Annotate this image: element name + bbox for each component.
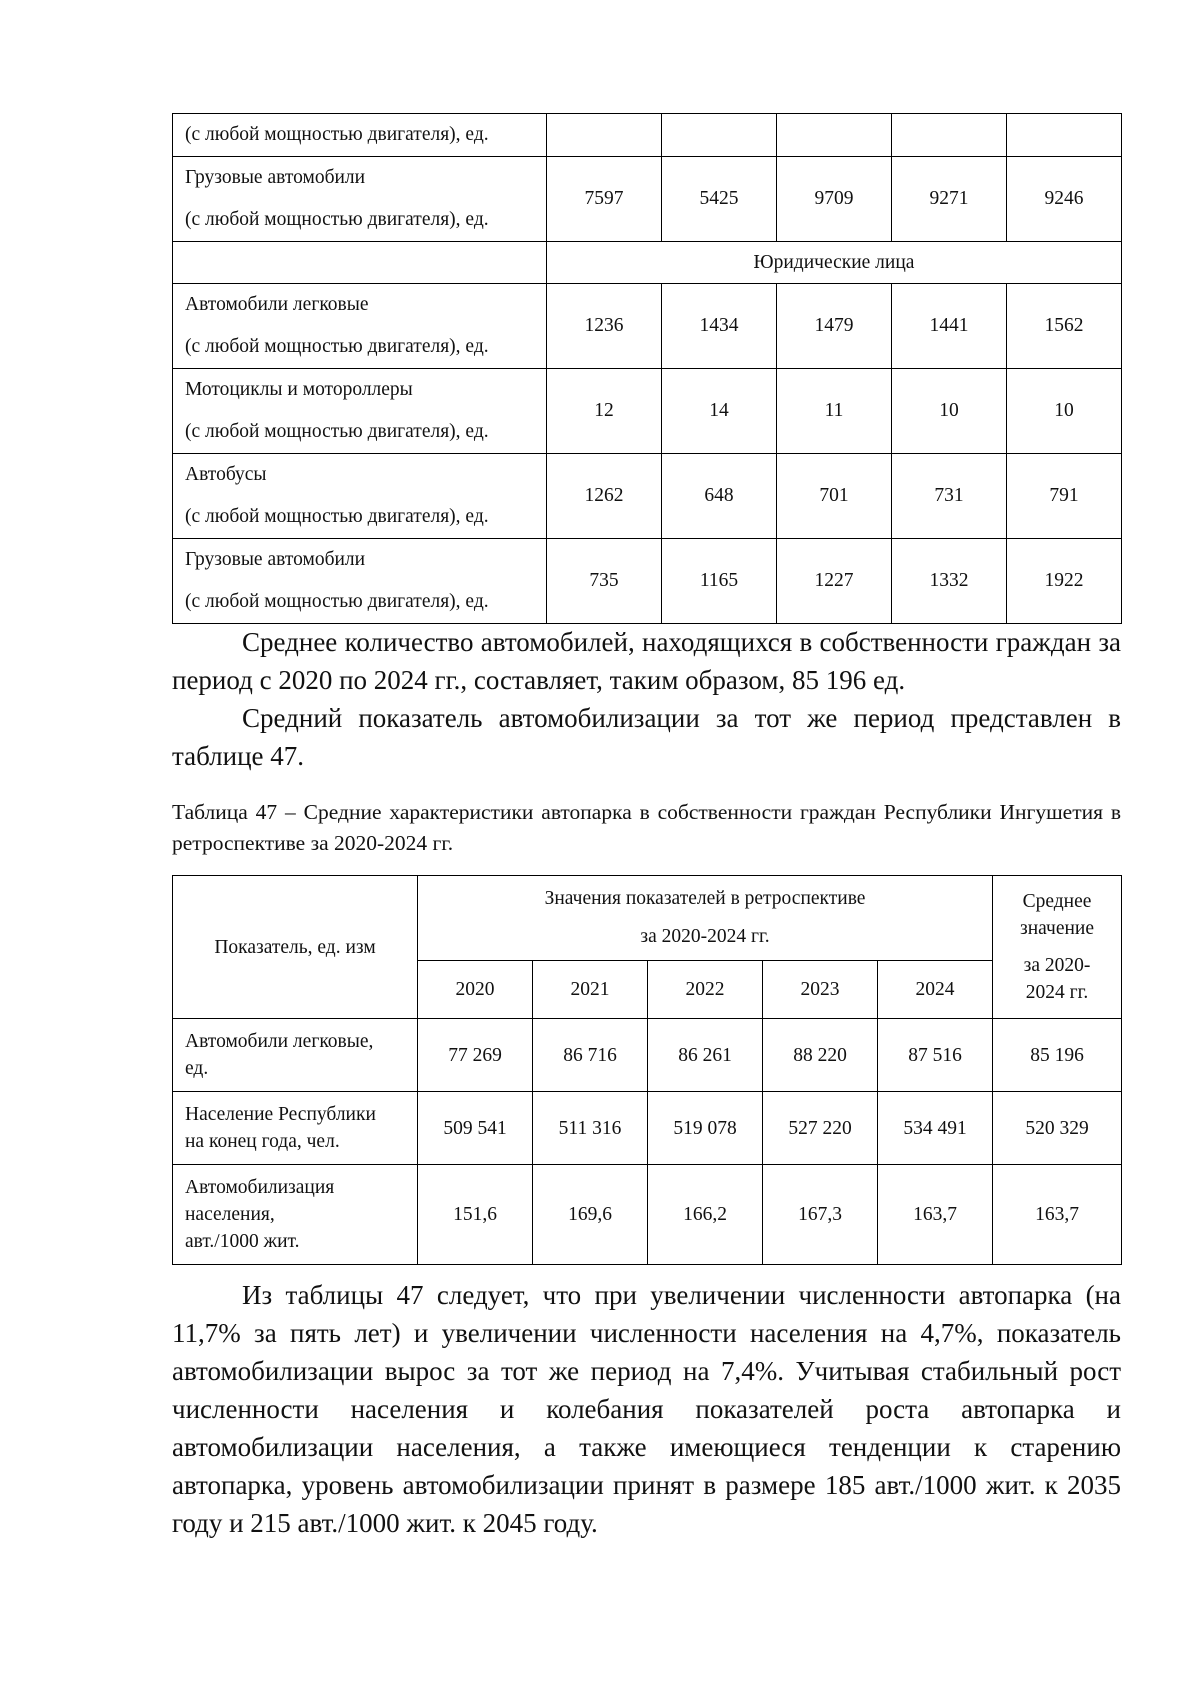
table-cell: 1922 <box>1007 539 1122 624</box>
table-cell: 10 <box>892 369 1007 454</box>
table-cell <box>1007 114 1122 157</box>
table-cell <box>173 242 547 284</box>
table-header-row <box>173 876 1122 961</box>
table-cell: 534 491 <box>878 1092 993 1165</box>
year-header: 2020 <box>418 961 533 1019</box>
table-cell: 11 <box>777 369 892 454</box>
table-row <box>173 1165 1122 1265</box>
table-cell: 735 <box>547 539 662 624</box>
row-label: Грузовые автомобили (с любой мощностью двигателя), ед. <box>173 157 547 242</box>
row-label: Автомобили легковые (с любой мощностью двигателя), ед. <box>173 284 547 369</box>
table-cell <box>662 114 777 157</box>
table-row <box>173 114 1122 157</box>
paragraph-conclusion: Из таблицы 47 следует, что при увеличении численности автопарка (на 11,7% за пять лет) и увеличении численности населения на 4,7%, показатель автомобилизации вырос за тот же период на 7,4%. Учитывая стабильный рост численности населения и колебания показателей роста автопарка и автомобилизации населения, а также имеющиеся тенденции к старению автопарка, уровень автомобилизации принят в размере 185 авт./1000 жит. к 2035 году и 215 авт./1000 жит. к 2045 году. <box>172 1280 1121 1538</box>
table-cell <box>777 114 892 157</box>
table-cell: 511 316 <box>533 1092 648 1165</box>
year-header: 2022 <box>648 961 763 1019</box>
table-row <box>173 1092 1122 1165</box>
vehicle-fleet-table <box>172 113 1122 624</box>
table-section-row <box>173 242 1122 284</box>
table-cell-average: 520 329 <box>993 1092 1122 1165</box>
table-cell <box>547 114 662 157</box>
table-cell: 87 516 <box>878 1019 993 1092</box>
table-cell: 1332 <box>892 539 1007 624</box>
row-label: (с любой мощностью двигателя), ед. <box>173 114 547 157</box>
row-label: Автомобили легковые, ед. <box>173 1019 418 1092</box>
table-cell: 77 269 <box>418 1019 533 1092</box>
table-cell: 12 <box>547 369 662 454</box>
table-cell: 9246 <box>1007 157 1122 242</box>
paragraph-average-cars: Среднее количество автомобилей, находящихся в собственности граждан за период с 2020 по 2024 гг., составляет, таким образом, 85 196 ед. <box>172 627 1121 695</box>
year-header: 2023 <box>763 961 878 1019</box>
year-header: 2024 <box>878 961 993 1019</box>
table-cell: 151,6 <box>418 1165 533 1265</box>
table-cell: 648 <box>662 454 777 539</box>
table-cell-average: 85 196 <box>993 1019 1122 1092</box>
row-label: Автобусы (с любой мощностью двигателя), ед. <box>173 454 547 539</box>
paragraph-motorization-ref: Средний показатель автомобилизации за тот же период представлен в таблице 47. <box>172 703 1121 771</box>
table-caption: Таблица 47 – Средние характеристики автопарка в собственности граждан Республики Ингушетия в ретроспективе за 2020-2024 гг. <box>172 800 1121 855</box>
table-cell: 1262 <box>547 454 662 539</box>
table-cell: 701 <box>777 454 892 539</box>
table-cell: 14 <box>662 369 777 454</box>
table-cell: 509 541 <box>418 1092 533 1165</box>
table-47 <box>172 875 1122 1265</box>
table-cell: 1165 <box>662 539 777 624</box>
table-cell: 7597 <box>547 157 662 242</box>
table-cell: 5425 <box>662 157 777 242</box>
table-cell: 9271 <box>892 157 1007 242</box>
table-cell: 527 220 <box>763 1092 878 1165</box>
row-label: Автомобилизация населения, авт./1000 жит. <box>173 1165 418 1265</box>
table-cell: 9709 <box>777 157 892 242</box>
row-label: Население Республики на конец года, чел. <box>173 1092 418 1165</box>
table-cell: 791 <box>1007 454 1122 539</box>
table-cell: 1434 <box>662 284 777 369</box>
table-cell: 1562 <box>1007 284 1122 369</box>
header-average: Среднее значение за 2020- 2024 гг. <box>993 876 1122 1019</box>
row-label: Грузовые автомобили (с любой мощностью двигателя), ед. <box>173 539 547 624</box>
table-cell: 166,2 <box>648 1165 763 1265</box>
table-row <box>173 454 1122 539</box>
table-cell <box>892 114 1007 157</box>
table-cell: 1227 <box>777 539 892 624</box>
table-cell: 163,7 <box>878 1165 993 1265</box>
table-cell: 1479 <box>777 284 892 369</box>
table-row <box>173 284 1122 369</box>
table-row <box>173 369 1122 454</box>
table-cell: 86 261 <box>648 1019 763 1092</box>
table-row <box>173 539 1122 624</box>
table-cell: 10 <box>1007 369 1122 454</box>
table-cell: 1441 <box>892 284 1007 369</box>
header-group: Значения показателей в ретроспективе за 2020-2024 гг. <box>418 876 993 961</box>
row-label: Мотоциклы и мотороллеры (с любой мощностью двигателя), ед. <box>173 369 547 454</box>
year-header: 2021 <box>533 961 648 1019</box>
table-cell-average: 163,7 <box>993 1165 1122 1265</box>
table-row <box>173 1019 1122 1092</box>
table-cell: 519 078 <box>648 1092 763 1165</box>
table-cell: 86 716 <box>533 1019 648 1092</box>
table-row <box>173 157 1122 242</box>
table-cell: 169,6 <box>533 1165 648 1265</box>
table-cell: 1236 <box>547 284 662 369</box>
header-indicator: Показатель, ед. изм <box>173 876 418 1019</box>
table-cell: 167,3 <box>763 1165 878 1265</box>
section-title: Юридические лица <box>547 242 1122 284</box>
table-cell: 731 <box>892 454 1007 539</box>
table-cell: 88 220 <box>763 1019 878 1092</box>
